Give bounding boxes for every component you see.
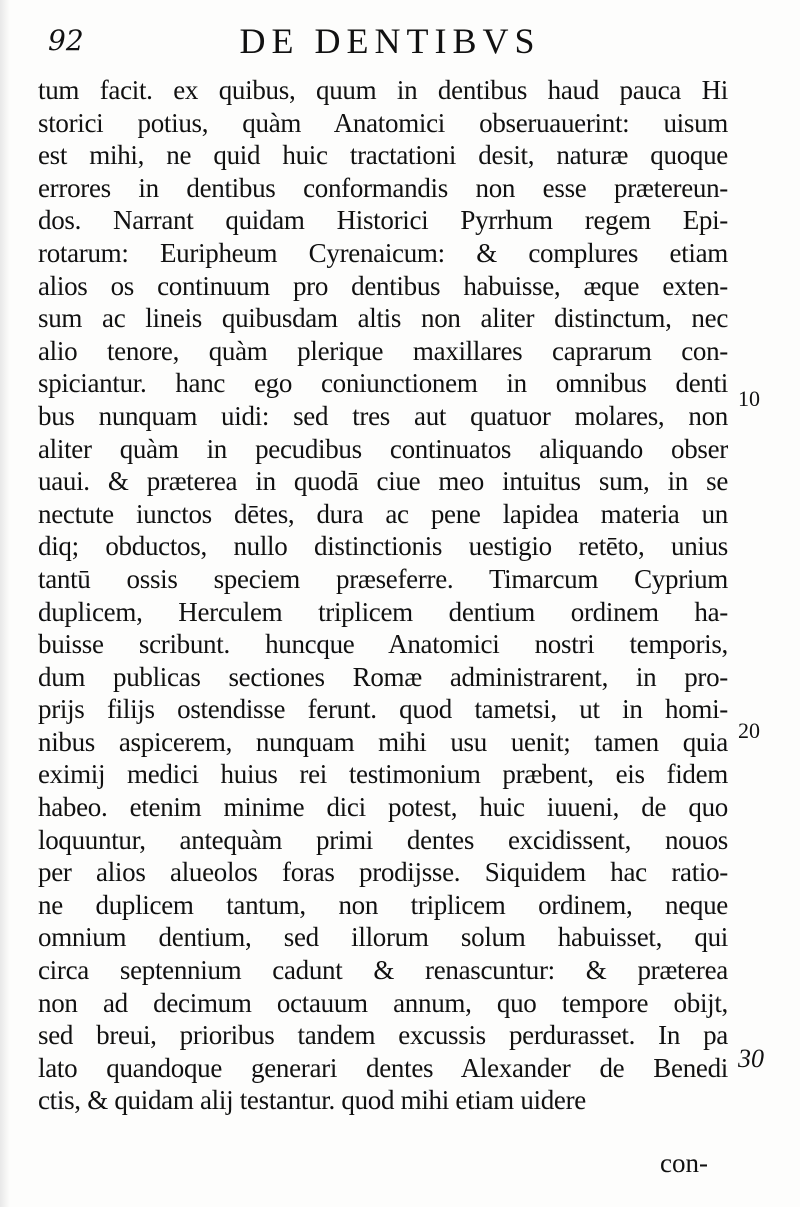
text-line: nibus aspicerem, nunquam mihi usu uenit; tamen quia <box>38 726 728 757</box>
text-line: eximij medici huius rei testimonium præbent, eis fidem <box>38 759 728 790</box>
text-line: prijs filijs ostendisse ferunt. quod tametsi, ut in homi- <box>38 694 728 725</box>
text-line: alios os continuum pro dentibus habuisse, æque exten- <box>38 270 728 301</box>
text-line: dum publicas sectiones Romæ administrarent, in pro- <box>38 661 728 692</box>
text-line: aliter quàm in pecudibus continuatos aliquando obser <box>38 433 728 464</box>
text-line: lato quandoque generari dentes Alexander de Benedi <box>38 1052 728 1083</box>
text-line: duplicem, Herculem triplicem dentium ordinem ha- <box>38 596 728 627</box>
text-line: ne duplicem tantum, non triplicem ordinem, neque <box>38 889 728 920</box>
text-line: tantū ossis speciem præseferre. Timarcum Cyprium <box>38 563 728 594</box>
text-line: dos. Narrant quidam Historici Pyrrhum regem Epi- <box>38 205 728 236</box>
text-line: omnium dentium, sed illorum solum habuisset, qui <box>38 922 728 953</box>
text-line: diq; obductos, nullo distinctionis uestigio retēto, unius <box>38 531 728 562</box>
text-line: non ad decimum octauum annum, quo tempore obijt, <box>38 987 728 1018</box>
text-line: tum facit. ex quibus, quum in dentibus haud pauca Hi <box>38 75 728 105</box>
text-line: storici potius, quàm Anatomici obseruauerint: uisum <box>38 107 728 138</box>
text-line: circa septennium cadunt & renascuntur: & præterea <box>38 955 728 986</box>
text-line: bus nunquam uidi: sed tres aut quatuor molares, non <box>38 400 728 431</box>
text-line: uaui. & præterea in quodā ciue meo intuitus sum, in se <box>38 466 728 497</box>
text-line: sed breui, prioribus tandem excussis perdurasset. In pa <box>38 1020 728 1051</box>
binding-shadow <box>0 0 10 1207</box>
text-line: spiciantur. hanc ego coniunctionem in omnibus denti <box>38 368 728 399</box>
text-line: errores in dentibus conformandis non esse prætereun- <box>38 172 728 203</box>
line-number-10: 10 <box>738 386 760 411</box>
page-number: 92 <box>48 24 84 57</box>
running-head: DE DENTIBVS <box>239 21 541 61</box>
text-line: habeo. etenim minime dici potest, huic iuueni, de quo <box>38 792 728 823</box>
text-line: loquuntur, antequàm primi dentes excidissent, nouos <box>38 824 728 855</box>
line-number-30: 30 <box>738 1044 764 1073</box>
text-line: alio tenore, quàm plerique maxillares caprarum con- <box>38 335 728 366</box>
text-line: buisse scribunt. huncque Anatomici nostri temporis, <box>38 629 728 660</box>
catchword: con- <box>660 1148 708 1178</box>
text-line: est mihi, ne quid huic tractationi desit, naturæ quoque <box>38 140 728 171</box>
text-line: per alios alueolos foras prodijsse. Siquidem hac ratio- <box>38 857 728 888</box>
line-number-20: 20 <box>738 718 760 743</box>
page-header <box>40 14 740 60</box>
text-line: rotarum: Euripheum Cyrenaicum: & complures etiam <box>38 237 728 268</box>
text-line: ctis, & quidam alij testantur. quod mihi etiam uidere <box>38 1085 586 1116</box>
text-line: sum ac lineis quibusdam altis non aliter distinctum, nec <box>38 303 728 334</box>
body-text <box>38 74 728 1117</box>
text-line: nectute iunctos dētes, dura ac pene lapidea materia un <box>38 498 728 529</box>
